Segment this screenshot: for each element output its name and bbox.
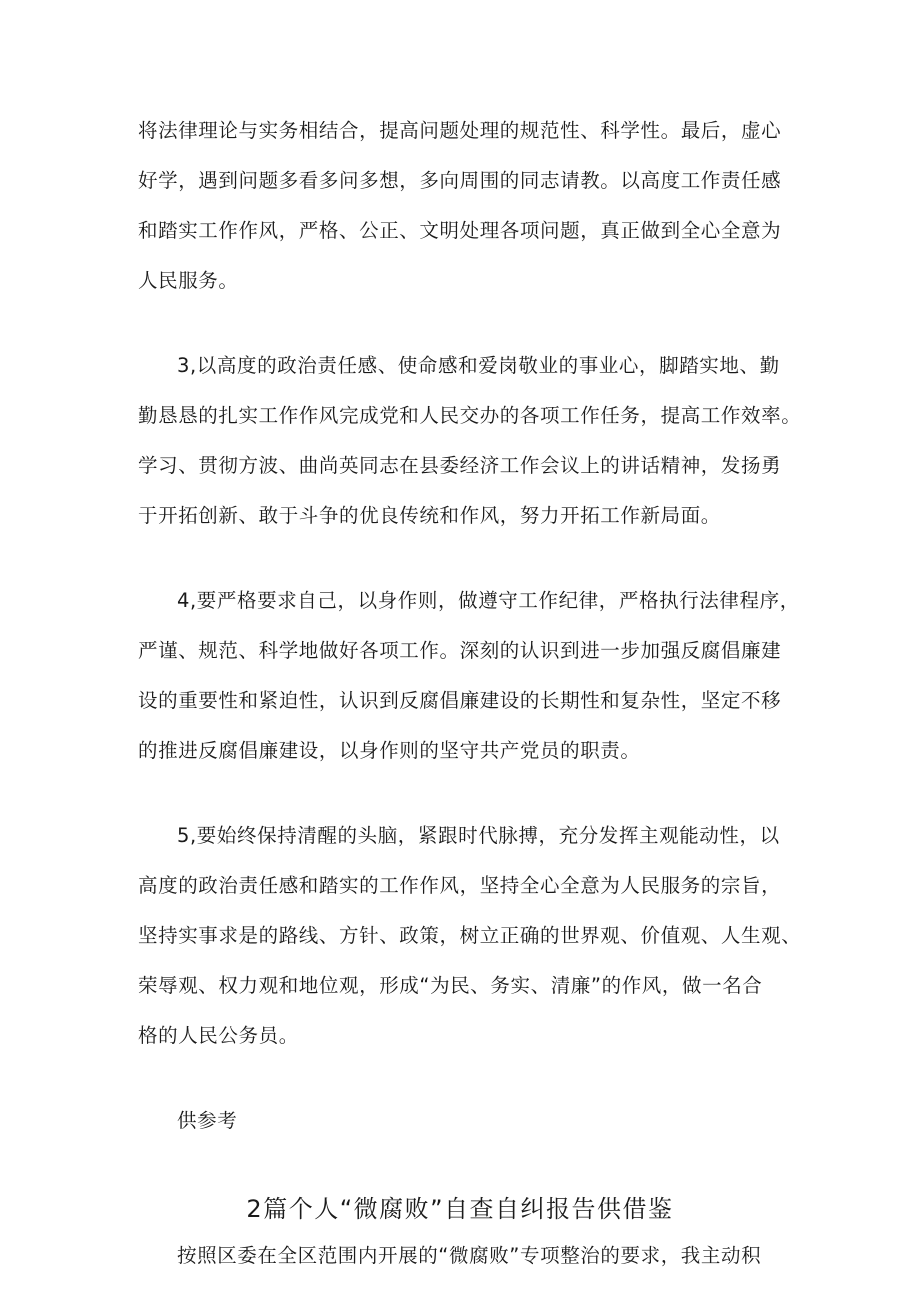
section-heading: 2篇个人“微腐败”自查自纠报告供借鉴 (246, 1195, 674, 1223)
paragraph-line: 格的人民公务员。 (138, 1024, 299, 1047)
paragraph-line: 的推进反腐倡廉建设，以身作则的坚守共产党员的职责。 (138, 739, 641, 762)
paragraph-line: 荣辱观、权力观和地位观，形成“为民、务实、清廉”的作风，做一名合 (138, 974, 763, 997)
paragraph-line: 于开拓创新、敢于斗争的优良传统和作风，努力开拓工作新局面。 (138, 504, 721, 527)
paragraph-line: 3,以高度的政治责任感、使命感和爱岗敬业的事业心，脚踏实地、勤 (177, 354, 780, 377)
paragraph-line: 坚持实事求是的路线、方针、政策，树立正确的世界观、价值观、人生观、 (138, 924, 802, 947)
paragraph-line: 将法律理论与实务相结合，提高问题处理的规范性、科学性。最后，虚心 (138, 119, 782, 142)
paragraph-line: 勤恳恳的扎实工作作风完成党和人民交办的各项工作任务，提高工作效率。 (138, 404, 802, 427)
paragraph-line: 好学，遇到问题多看多问多想，多向周围的同志请教。以高度工作责任感 (138, 169, 782, 192)
paragraph-line: 4,要严格要求自己，以身作则，做遵守工作纪律，严格执行法律程序， (177, 589, 800, 612)
paragraph-line: 和踏实工作作风，严格、公正、文明处理各项问题，真正做到全心全意为 (138, 219, 782, 242)
reference-note: 供参考 (177, 1109, 238, 1132)
paragraph-line: 学习、贯彻方波、曲尚英同志在县委经济工作会议上的讲话精神，发扬勇 (138, 454, 782, 477)
paragraph-line: 设的重要性和紧迫性，认识到反腐倡廉建设的长期性和复杂性，坚定不移 (138, 689, 782, 712)
paragraph-line: 高度的政治责任感和踏实的工作作风，坚持全心全意为人民服务的宗旨， (138, 874, 782, 897)
intro-paragraph-line: 按照区委在全区范围内开展的“微腐败”专项整治的要求，我主动积 (177, 1244, 762, 1267)
paragraph-line: 人民服务。 (138, 269, 239, 292)
paragraph-line: 5,要始终保持清醒的头脑，紧跟时代脉搏，充分发挥主观能动性，以 (177, 824, 780, 847)
paragraph-line: 严谨、规范、科学地做好各项工作。深刻的认识到进一步加强反腐倡廉建 (138, 639, 782, 662)
